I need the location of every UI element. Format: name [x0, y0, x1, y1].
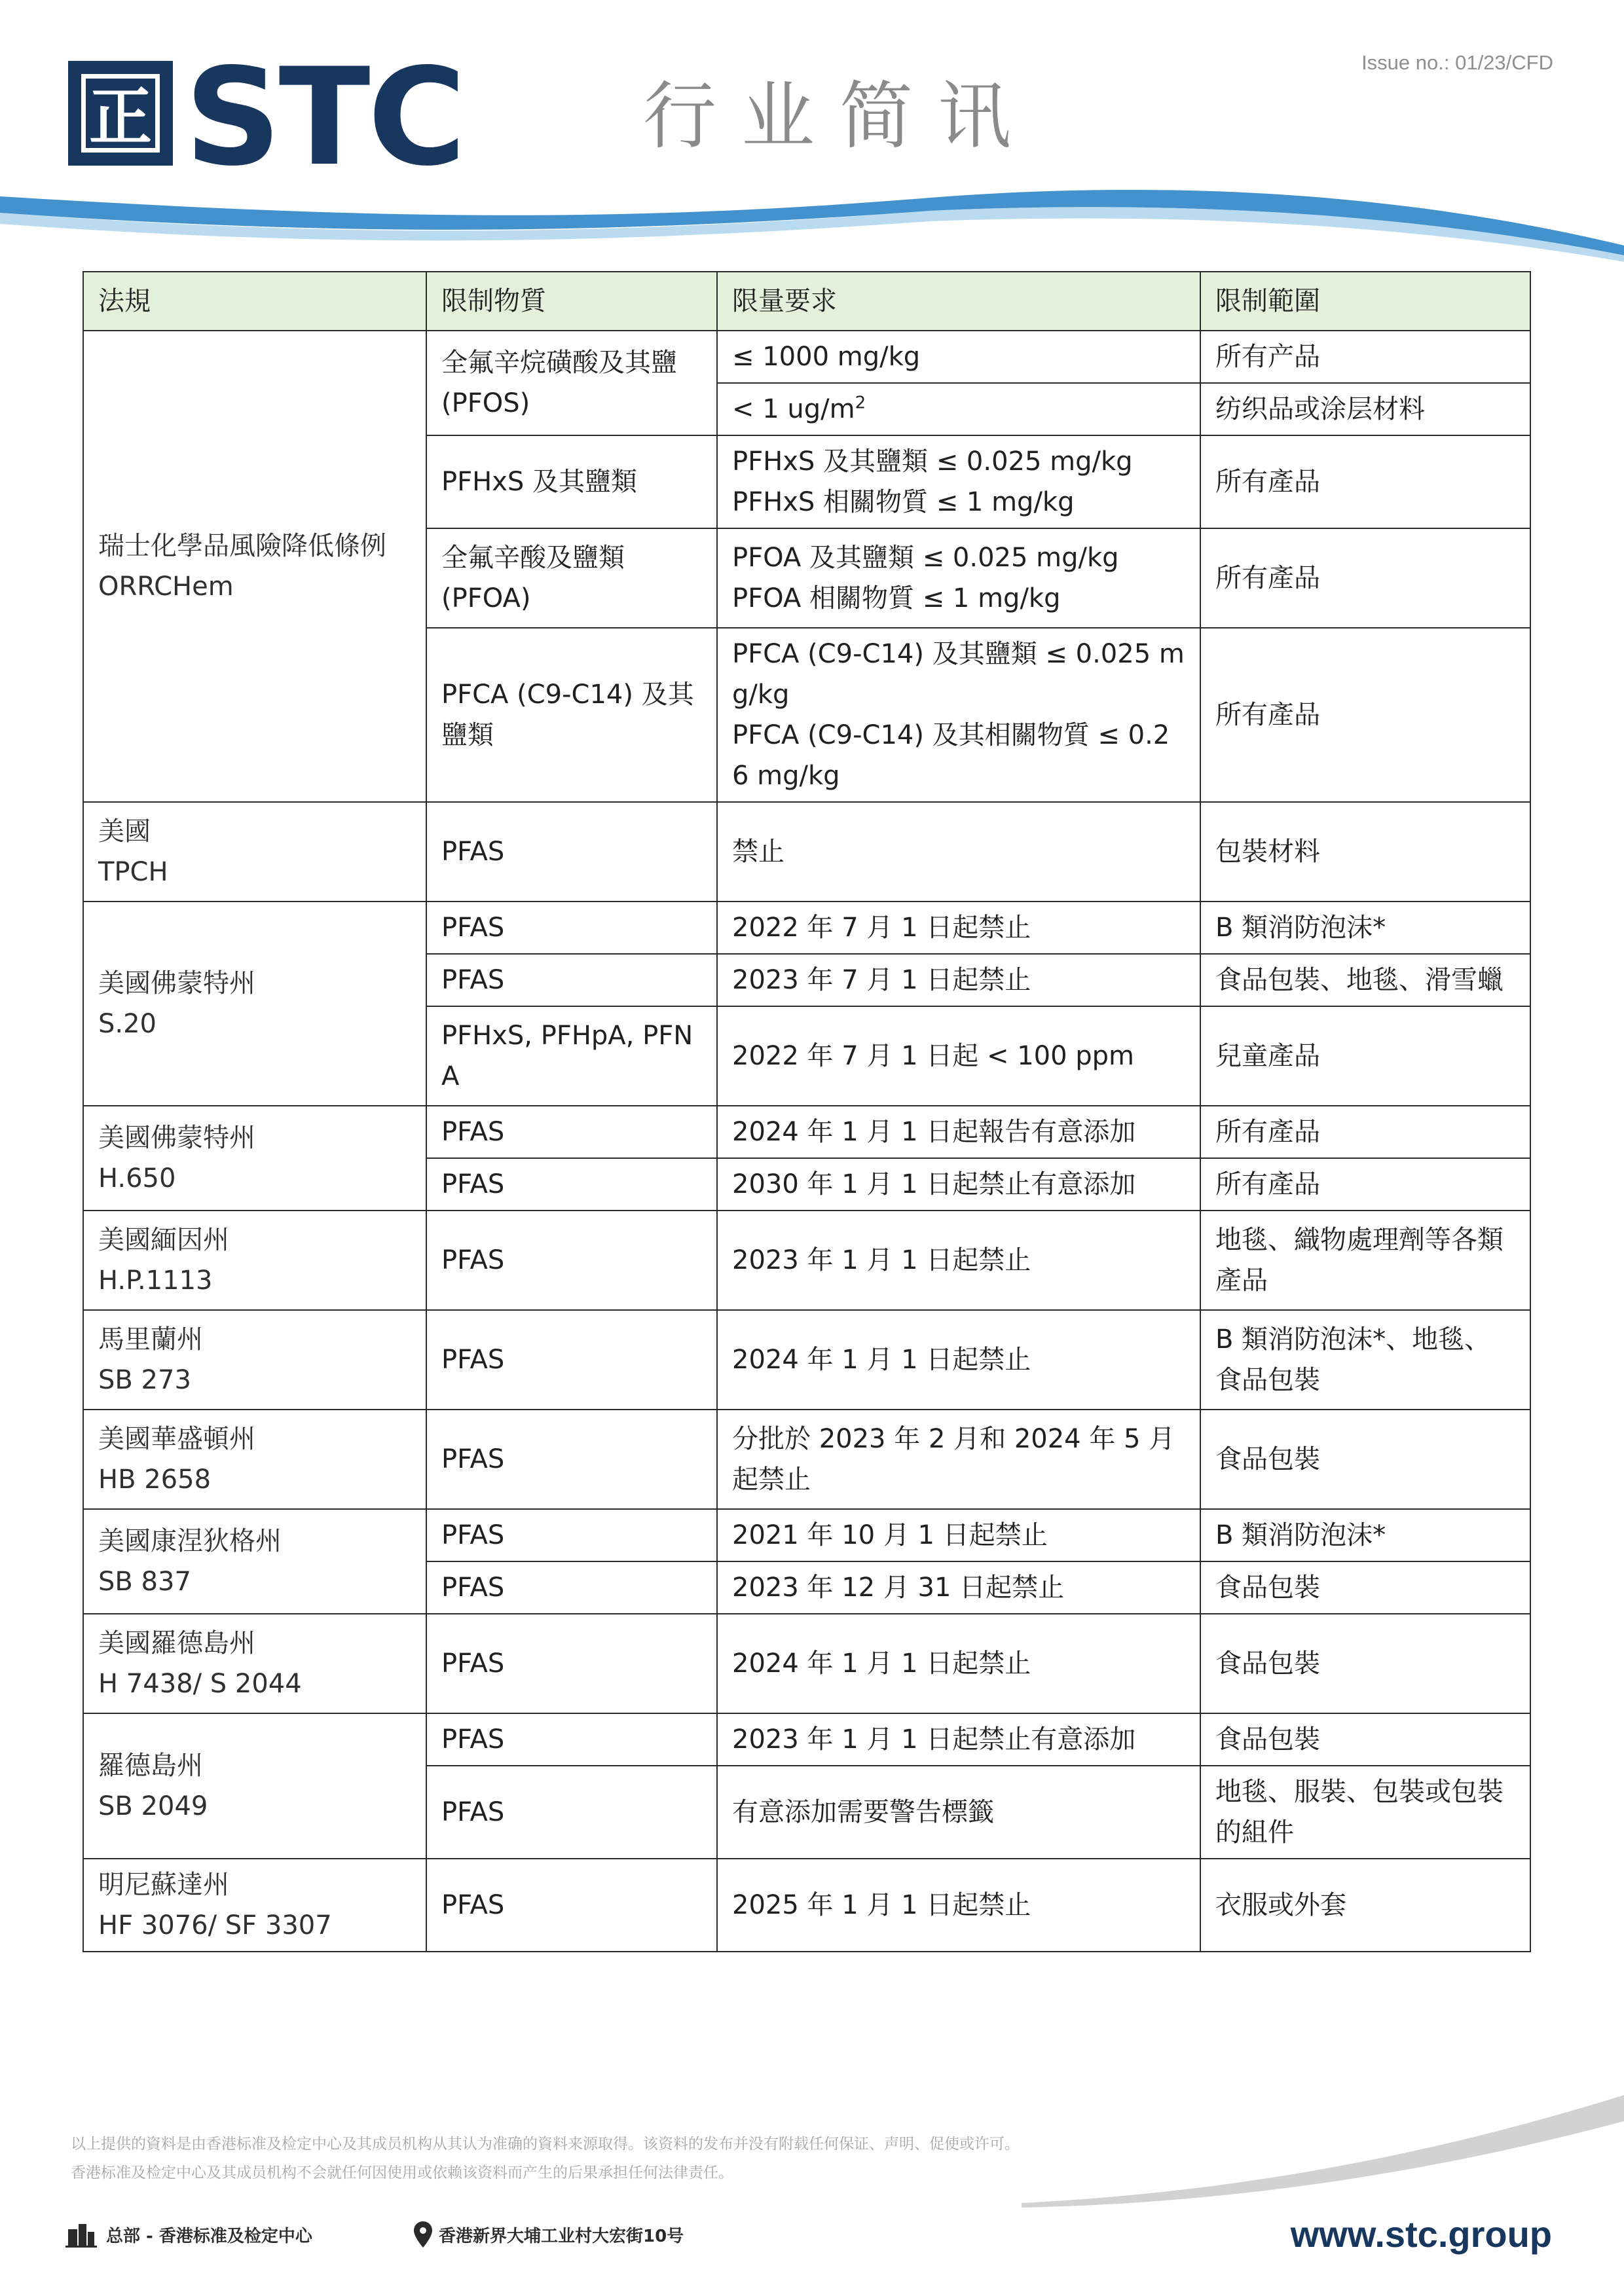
table-row: [83, 1509, 1530, 1561]
table-row: [83, 1410, 1530, 1509]
limit-cell: 2024 年 1 月 1 日起報告有意添加: [717, 1106, 1200, 1158]
limit-cell: 2023 年 12 月 31 日起禁止: [717, 1561, 1200, 1614]
header-scope: 限制範圍: [1200, 272, 1530, 331]
limit-cell: 禁止: [717, 802, 1200, 902]
regulation-cell: 美國康涅狄格州 SB 837: [83, 1509, 426, 1614]
scope-cell: 兒童產品: [1200, 1006, 1530, 1106]
regulation-cell: 美國 TPCH: [83, 802, 426, 902]
regulation-cell: 美國羅德島州 H 7438/ S 2044: [83, 1614, 426, 1713]
regulation-cell: 美國佛蒙特州 H.650: [83, 1106, 426, 1211]
substance-cell: PFAS: [426, 1158, 717, 1211]
substance-cell: PFAS: [426, 1614, 717, 1713]
limit-cell: 2021 年 10 月 1 日起禁止: [717, 1509, 1200, 1561]
substance-cell: PFAS: [426, 1509, 717, 1561]
headquarters-label: 总部 - 香港标准及检定中心: [65, 2221, 312, 2248]
substance-cell: PFHxS, PFHpA, PFNA: [426, 1006, 717, 1106]
scope-cell: B 類消防泡沫*: [1200, 1509, 1530, 1561]
regulation-cell: 美國佛蒙特州 S.20: [83, 902, 426, 1106]
limit-cell: PFHxS 及其鹽類 ≤ 0.025 mg/kg PFHxS 相關物質 ≤ 1 mg/kg: [717, 435, 1200, 528]
substance-cell: PFAS: [426, 1106, 717, 1158]
table-row: [83, 1106, 1530, 1158]
issue-number: Issue no.: 01/23/CFD: [1361, 51, 1553, 74]
newsletter-title: 行业简讯: [643, 74, 1036, 159]
substance-cell: 全氟辛酸及鹽類 (PFOA): [426, 528, 717, 628]
scope-cell: B 類消防泡沫*: [1200, 902, 1530, 954]
substance-cell: PFAS: [426, 1310, 717, 1410]
substance-cell: 全氟辛烷磺酸及其鹽 (PFOS): [426, 331, 717, 435]
scope-cell: 纺织品或涂层材料: [1200, 383, 1530, 435]
limit-cell: 2024 年 1 月 1 日起禁止: [717, 1614, 1200, 1713]
table-row: [83, 1614, 1530, 1713]
limit-cell: 2023 年 7 月 1 日起禁止: [717, 954, 1200, 1006]
limit-cell: ≤ 1000 mg/kg: [717, 331, 1200, 383]
table-row: [83, 1713, 1530, 1766]
limit-cell: 分批於 2023 年 2 月和 2024 年 5 月起禁止: [717, 1410, 1200, 1509]
scope-cell: 所有产品: [1200, 331, 1530, 383]
address-label: 香港新界大埔工业村大宏街10号: [414, 2221, 684, 2248]
scope-cell: 地毯、服裝、包裝或包裝的組件: [1200, 1766, 1530, 1859]
limit-cell: 2023 年 1 月 1 日起禁止: [717, 1211, 1200, 1310]
limit-cell: 2024 年 1 月 1 日起禁止: [717, 1310, 1200, 1410]
substance-cell: PFAS: [426, 802, 717, 902]
scope-cell: 包裝材料: [1200, 802, 1530, 902]
header-wave-decoration: [0, 177, 1624, 275]
header-substance: 限制物質: [426, 272, 717, 331]
scope-cell: 所有產品: [1200, 435, 1530, 528]
scope-cell: 食品包裝、地毯、滑雪蠟: [1200, 954, 1530, 1006]
table-row: [83, 1859, 1530, 1952]
substance-cell: PFAS: [426, 1766, 717, 1859]
limit-cell: 2022 年 7 月 1 日起 < 100 ppm: [717, 1006, 1200, 1106]
limit-cell: PFCA (C9-C14) 及其鹽類 ≤ 0.025 mg/kg PFCA (C9-C14) 及其相關物質 ≤ 0.26 mg/kg: [717, 628, 1200, 802]
table-row: [83, 902, 1530, 954]
regulation-cell: 瑞士化學品風險降低條例 ORRCHem: [83, 331, 426, 802]
regulation-cell: 美國緬因州 H.P.1113: [83, 1211, 426, 1310]
substance-cell: PFAS: [426, 1410, 717, 1509]
header-limit: 限量要求: [717, 272, 1200, 331]
legal-disclaimer: 以上提供的資料是由香港标准及检定中心及其成员机构从其认为准确的資料来源取得。该资料的发布并没有附载任何保证、声明、促使或许可。 香港标准及检定中心及其成员机构不会就任何因使用或依赖该资料而产生的后果承担任何法律责任。: [71, 2136, 1020, 2181]
building-icon: [65, 2221, 97, 2248]
substance-cell: PFAS: [426, 902, 717, 954]
substance-cell: PFAS: [426, 954, 717, 1006]
stc-logo-mark: [68, 61, 173, 166]
brand-name: STC: [185, 40, 464, 196]
pfas-regulation-table: [83, 271, 1531, 1952]
logo-glyph: 正: [89, 81, 152, 154]
table-row: [83, 1310, 1530, 1410]
scope-cell: 所有產品: [1200, 1106, 1530, 1158]
table-row: [83, 802, 1530, 902]
limit-cell: PFOA 及其鹽類 ≤ 0.025 mg/kg PFOA 相關物質 ≤ 1 mg/kg: [717, 528, 1200, 628]
substance-cell: PFAS: [426, 1713, 717, 1766]
limit-cell: < 1 $ug/m^2$: [717, 383, 1200, 435]
substance-cell: PFAS: [426, 1859, 717, 1952]
regulation-cell: 羅德島州 SB 2049: [83, 1713, 426, 1859]
scope-cell: 食品包裝: [1200, 1713, 1530, 1766]
footer-swoosh-decoration: [1022, 2082, 1624, 2213]
limit-cell: 2023 年 1 月 1 日起禁止有意添加: [717, 1713, 1200, 1766]
scope-cell: 地毯、織物處理劑等各類產品: [1200, 1211, 1530, 1310]
substance-cell: PFAS: [426, 1211, 717, 1310]
scope-cell: 食品包裝: [1200, 1410, 1530, 1509]
scope-cell: B 類消防泡沫*、地毯、食品包裝: [1200, 1310, 1530, 1410]
scope-cell: 食品包裝: [1200, 1561, 1530, 1614]
location-pin-icon: [414, 2221, 432, 2248]
substance-cell: PFAS: [426, 1561, 717, 1614]
regulation-cell: 明尼蘇達州 HF 3076/ SF 3307: [83, 1859, 426, 1952]
table-row: [83, 1211, 1530, 1310]
table-header-row: [83, 272, 1530, 331]
substance-cell: PFHxS 及其鹽類: [426, 435, 717, 528]
limit-cell: 2025 年 1 月 1 日起禁止: [717, 1859, 1200, 1952]
limit-cell: 2030 年 1 月 1 日起禁止有意添加: [717, 1158, 1200, 1211]
substance-cell: PFCA (C9-C14) 及其鹽類: [426, 628, 717, 802]
scope-cell: 所有產品: [1200, 528, 1530, 628]
header-regulation: 法規: [83, 272, 426, 331]
scope-cell: 食品包裝: [1200, 1614, 1530, 1713]
regulation-cell: 馬里蘭州 SB 273: [83, 1310, 426, 1410]
scope-cell: 衣服或外套: [1200, 1859, 1530, 1952]
limit-cell: 有意添加需要警告標籤: [717, 1766, 1200, 1859]
regulation-cell: 美國華盛頓州 HB 2658: [83, 1410, 426, 1509]
limit-cell: 2022 年 7 月 1 日起禁止: [717, 902, 1200, 954]
scope-cell: 所有產品: [1200, 628, 1530, 802]
website-link[interactable]: www.stc.group: [1290, 2214, 1552, 2255]
scope-cell: 所有產品: [1200, 1158, 1530, 1211]
table-row: [83, 331, 1530, 383]
